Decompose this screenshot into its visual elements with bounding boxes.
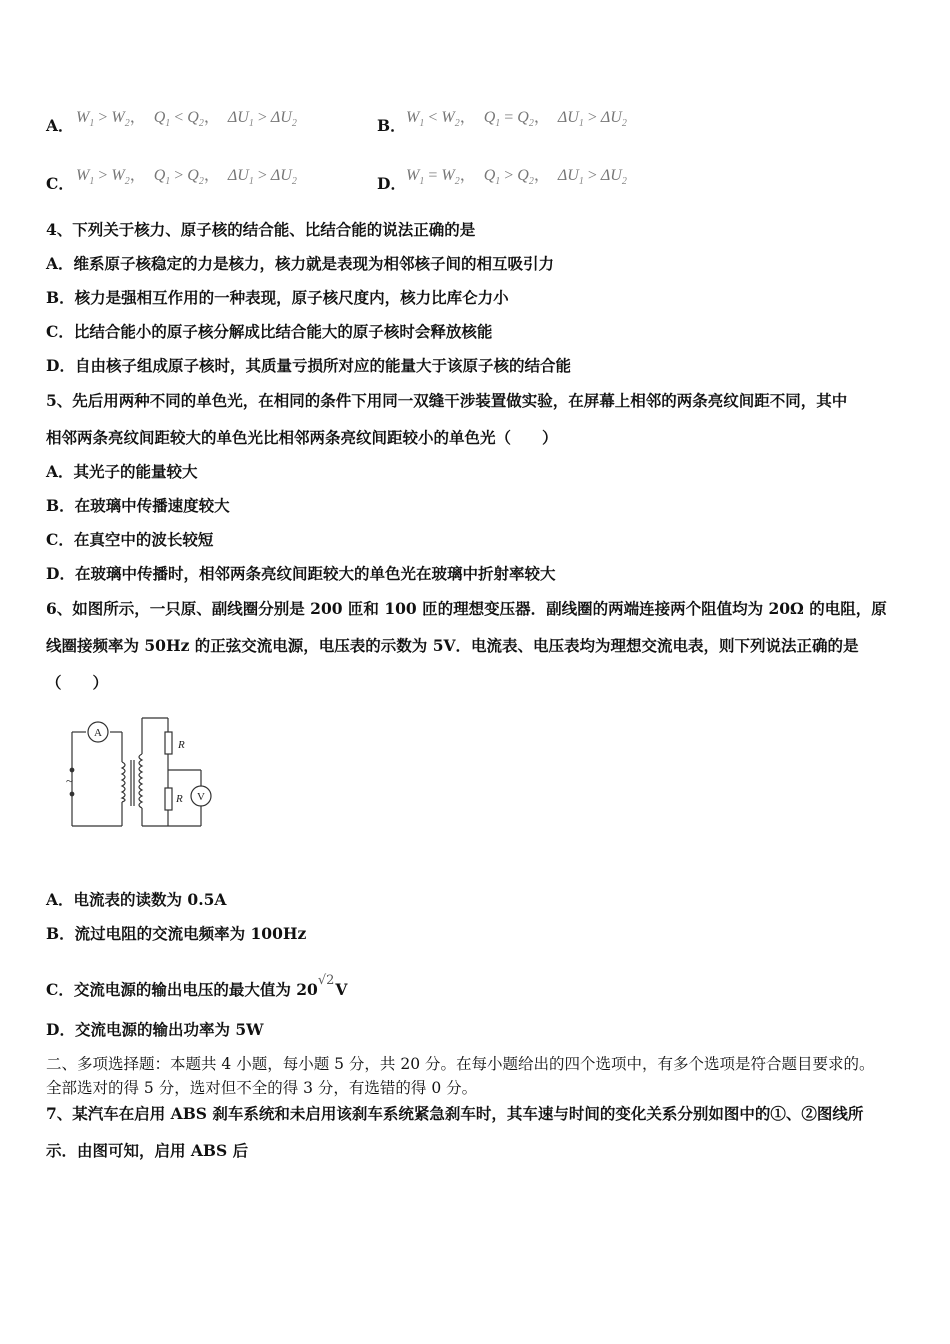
sqrt-two: √2	[317, 973, 335, 988]
q5-option-c: C．在真空中的波长较短	[46, 530, 214, 549]
ac-source-symbol: ~	[66, 773, 74, 788]
transformer-circuit-diagram	[64, 714, 220, 832]
q6-option-c	[46, 970, 347, 1001]
q5-option-a: A．其光子的能量较大	[46, 462, 198, 481]
voltmeter-label: V	[197, 791, 205, 803]
q3-option-b-label: B．	[377, 116, 406, 135]
q6-option-b: B．流过电阻的交流电频率为 100Hz	[46, 924, 307, 943]
section-2-instructions-line2: 全部选对的得 5 分，选对但不全的得 3 分，有选错的得 0 分。	[46, 1079, 478, 1097]
q3-option-c-label: C．	[46, 174, 74, 193]
q4-option-c: C．比结合能小的原子核分解成比结合能大的原子核时会释放核能	[46, 322, 493, 341]
q3-option-b-formula: $W_1 < W_2$， $Q_1 = Q_2$， $\Delta U_1 > \Delta U_2$	[406, 109, 627, 130]
q6-stem-line1: 6、如图所示，一只原、副线圈分别是 200 匝和 100 匝的理想变压器．副线圈的两端连接两个阻值均为 20Ω 的电阻，原	[46, 599, 887, 618]
q3-option-d-formula: $W_1 = W_2$， $Q_1 > Q_2$， $\Delta U_1 > \Delta U_2$	[406, 167, 627, 188]
q5-stem-line2: 相邻两条亮纹间距较大的单色光比相邻两条亮纹间距较小的单色光（ ）	[46, 428, 558, 447]
q3-option-a-label: A．	[46, 116, 74, 135]
q3-option-c-formula: $W_1 > W_2$， $Q_1 > Q_2$， $\Delta U_1 > \Delta U_2$	[76, 167, 297, 188]
q6-option-d: D．交流电源的输出功率为 5W	[46, 1020, 264, 1039]
q4-stem: 4、下列关于核力、原子核的结合能、比结合能的说法正确的是	[46, 220, 476, 239]
q4-option-b: B．核力是强相互作用的一种表现，原子核尺度内，核力比库仑力小	[46, 288, 509, 307]
q5-option-d: D．在玻璃中传播时，相邻两条亮纹间距较大的单色光在玻璃中折射率较大	[46, 564, 556, 583]
q5-option-b: B．在玻璃中传播速度较大	[46, 496, 230, 515]
q7-stem-line2: 示．由图可知，启用 ABS 后	[46, 1141, 249, 1160]
q4-option-d: D．自由核子组成原子核时，其质量亏损所对应的能量大于该原子核的结合能	[46, 356, 571, 375]
q4-option-a: A．维系原子核稳定的力是核力，核力就是表现为相邻核子间的相互吸引力	[46, 254, 555, 273]
q6-stem-line3: （ ）	[46, 673, 109, 692]
q6-option-c-text: C．交流电源的输出电压的最大值为 20	[46, 980, 318, 999]
q6-option-a: A．电流表的读数为 0.5A	[46, 890, 227, 909]
section-2-instructions-line1: 二、多项选择题：本题共 4 小题，每小题 5 分，共 20 分。在每小题给出的四个选项中，有多个选项是符合题目要求的。	[46, 1055, 875, 1073]
q3-option-a-formula: $W_1 > W_2$， $Q_1 < Q_2$， $\Delta U_1 > \Delta U_2$	[76, 109, 297, 130]
q5-stem-line1: 5、先后用两种不同的单色光，在相同的条件下用同一双缝干涉装置做实验，在屏幕上相邻的两条亮纹间距不同，其中	[46, 391, 848, 410]
ammeter-label: A	[94, 727, 102, 739]
q6-stem-line2: 线圈接频率为 50Hz 的正弦交流电源，电压表的示数为 5V．电流表、电压表均为理想交流电表，则下列说法正确的是	[46, 636, 859, 655]
q6-option-c-unit: V	[335, 980, 348, 999]
resistor-top-label: R	[178, 739, 185, 751]
q7-stem-line1: 7、某汽车在启用 ABS 刹车系统和未启用该刹车系统紧急刹车时，其车速与时间的变化关系分别如图中的①、②图线所	[46, 1104, 864, 1123]
q3-option-d-label: D．	[377, 174, 406, 193]
resistor-bottom-label: R	[176, 793, 183, 805]
